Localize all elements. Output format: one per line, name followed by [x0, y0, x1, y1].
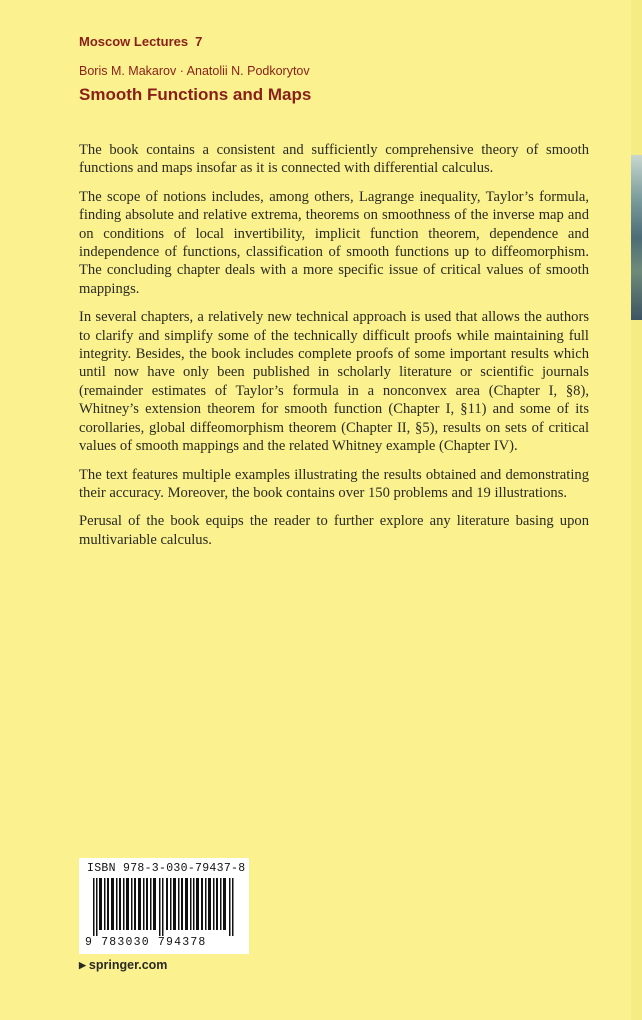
publisher-link[interactable] [79, 958, 167, 972]
series-label [79, 34, 202, 49]
isbn-label: ISBN 978-3-030-79437-8 [87, 862, 246, 875]
barcode-bars [93, 878, 235, 936]
arrow-right-icon: ▶ [79, 960, 86, 970]
spine-photo [631, 155, 642, 320]
series-name: Moscow Lectures [79, 34, 189, 49]
blurb-paragraph: The book contains a consistent and sufficiently comprehensive theory of smooth functions and maps insofar as it is connected with differential calculus. [79, 142, 589, 177]
authors: Boris M. Makarov · Anatolii N. Podkorytov [79, 64, 310, 78]
blurb-paragraph: The text features multiple examples illustrating the results obtained and demonstrating their accuracy. Moreover, the book contains over 150 problems and 19 illustrations. [79, 466, 589, 501]
barcode [79, 858, 249, 954]
series-number: 7 [195, 34, 203, 49]
ean-digits: 9 783030 794378 [85, 936, 207, 949]
blurb-paragraph: The scope of notions includes, among others, Lagrange inequality, Taylor’s formula, finding absolute and relative extrema, theorems on smoothness of the inverse map and on conditions of local invertibility, implicit function theorem, dependence and independence of functions, classification of smooth functions up to diffeomorphism. The concluding chapter deals with a more specific issue of critical values of smooth mappings. [79, 188, 589, 297]
publisher-url: springer.com [88, 958, 168, 972]
blurb-paragraph: Perusal of the book equips the reader to further explore any literature basing upon multivariable calculus. [79, 513, 589, 548]
blurb-paragraph: In several chapters, a relatively new technical approach is used that allows the authors to clarify and simplify some of the technically difficult proofs while maintaining full integrity. Besides, the book includes complete proofs of some important results which until now have only been published in scholarly literature or scientific journals (remainder estimates of Taylor’s formula in a nonconvex area (Chapter I, §8), Whitney’s extension theorem for smooth function (Chapter I, §11) and some of its corollaries, global diffeomorphism theorem (Chapter II, §5), results on sets of critical values of smooth mappings and the related Whitney example (Chapter IV). [79, 309, 589, 455]
book-title: Smooth Functions and Maps [79, 85, 312, 104]
blurb [79, 141, 589, 559]
spine-edge [631, 0, 642, 1020]
